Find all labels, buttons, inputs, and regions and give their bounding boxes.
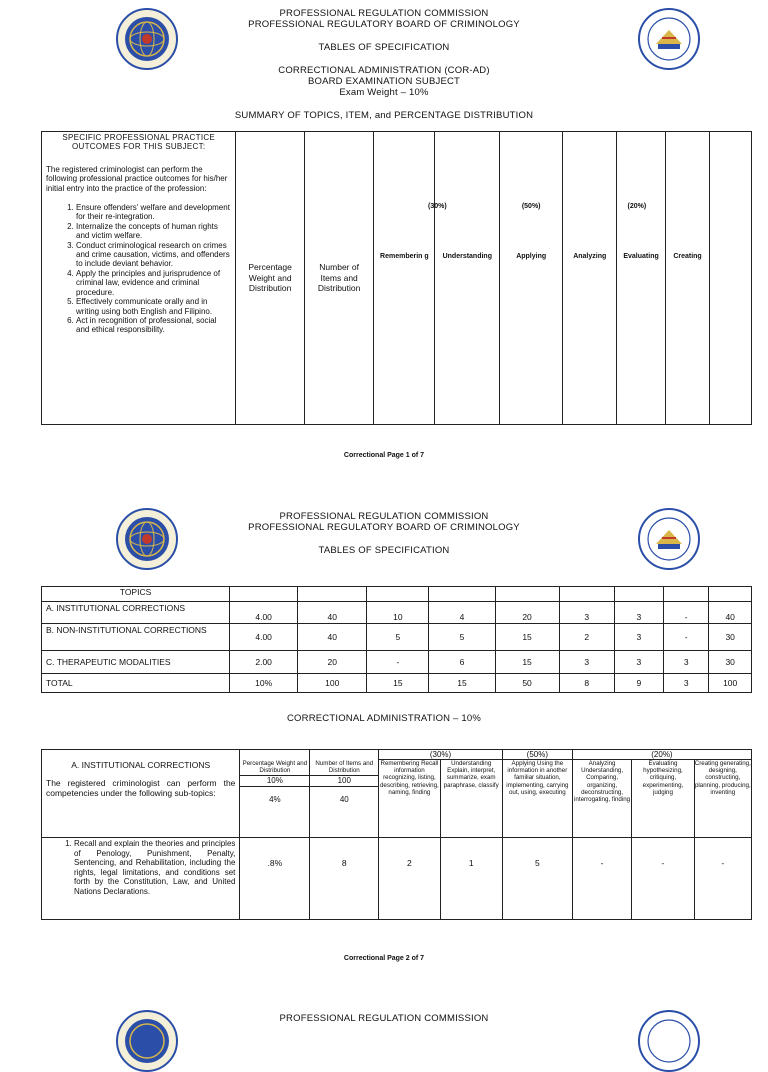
level-analyzing [563,132,617,425]
inst-pct-20: (20%) [572,750,751,760]
inst-intro: The registered criminologist can perform the competencies under the following sub-topics: [46,778,236,798]
level-creating [665,132,710,425]
topics-summary-table [41,586,752,693]
inst-title: A. INSTITUTIONAL CORRECTIONS [71,760,211,770]
level-analyzing-label: Analyzing [573,253,607,260]
level-remembering-label: Rememberin g [380,253,429,260]
table-row: 1. Recall and explain the theories and principles of Penology, Punishment, Penalty, Sentencing, and Rehabilitation, including the rights, legal limitations, and conditions set forth by the Constitution, Law, and United Nations Declarations. .8% 8 2 1 5 - - - [42,838,752,920]
level-understanding [428,132,500,425]
inst-items-cell: Number of Items and Distribution 100 40 [310,750,379,838]
level-understanding-label: Understanding [442,253,492,260]
outcomes-table [41,131,752,425]
level-applying-label: Applying [516,253,547,260]
topics-header: TOPICS [42,587,230,602]
document-title: TABLES OF SPECIFICATION [318,42,450,53]
total-column-head [710,132,752,425]
level-evaluating-label: Evaluating [623,253,659,260]
inst-creating-head: Creating generating, designing, constructing, planning, producing, inventing [694,760,751,838]
outcome-item: 1. Ensure offenders' welfare and development for their re-integration. [76,203,231,222]
subject-name: CORRECTIONAL ADMINISTRATION (COR-AD) [278,65,490,76]
table-row: A. INSTITUTIONAL CORRECTIONS 4.00 40 10 4 20 3 3 - 40 [42,602,752,624]
inst-understanding-head: Understanding Explain, interpret, summarize, exam paraphrase, classify [440,760,502,838]
section-title: CORRECTIONAL ADMINISTRATION – 10% [287,713,481,724]
inst-applying-head: Applying Using the information in another familiar situation, implementing, carrying out, using, executing [502,760,572,838]
level-applying [500,132,563,425]
table-row: B. NON-INSTITUTIONAL CORRECTIONS 4.00 40 5 5 15 2 3 - 30 [42,624,752,651]
outcomes-intro: The registered criminologist can perform the following professional practice outcomes for his/her initial entry into the practice of the profession: [46,164,228,193]
table-row: C. THERAPEUTIC MODALITIES 2.00 20 - 6 15 3 3 3 30 [42,651,752,674]
items-column-head: Number of Items and Distribution [304,132,374,425]
outcome-item: 3. Conduct criminological research on crimes and crime causation, victims, and offenders to include deviant behavior. [76,241,231,269]
level-evaluating [617,132,665,425]
inst-evaluating-head: Evaluating hypothesizing, critiquing, experimenting, judging [632,760,694,838]
commission-name: PROFESSIONAL REGULATION COMMISSION [279,511,489,522]
subject-type: BOARD EXAMINATION SUBJECT [307,76,461,87]
inst-remembering-head: Remembering Recall information recognizing, listing, describing, retrieving, naming, finding [379,760,440,838]
level-remembering [374,132,435,425]
summary-title: SUMMARY OF TOPICS, ITEM, and PERCENTAGE DISTRIBUTION [234,110,534,121]
institutional-corrections-table [41,749,752,920]
outcome-item: 2. Internalize the concepts of human rights and victim welfare. [76,222,231,241]
board-name: PROFESSIONAL REGULATORY BOARD OF CRIMINOLOGY [248,19,520,30]
commission-name: PROFESSIONAL REGULATION COMMISSION [279,1013,489,1024]
page-1-footer: Correctional Page 1 of 7 [343,452,425,459]
inst-item-1-text: 1. Recall and explain the theories and principles of Penology, Punishment, Penalty, Sentencing, and Rehabilitation, including the rights, legal limitations, and conditions set forth by the Constitution, Law, and United Nations Declarations. [42,838,240,920]
percentage-column-head: Percentage Weight and Distribution [236,132,304,425]
page-2-footer: Correctional Page 2 of 7 [343,955,425,962]
outcomes-title: SPECIFIC PROFESSIONAL PRACTICE OUTCOMES FOR THIS SUBJECT: [62,133,216,152]
inst-analyzing-head: Analyzing Understanding, Comparing, organizing, deconstructing, interrogating, finding [572,760,631,838]
board-name: PROFESSIONAL REGULATORY BOARD OF CRIMINOLOGY [248,522,520,533]
inst-topic-cell [42,750,240,838]
inst-pct-30: (30%) [379,750,503,760]
outcome-item: 4. Apply the principles and jurisprudence of criminal law, evidence and criminal procedure. [76,269,231,297]
outcomes-list [46,203,231,335]
outcome-item: 5. Effectively communicate orally and in writing using both English and Filipino. [76,297,231,316]
pct-50-label: (50%) [521,203,541,210]
commission-name: PROFESSIONAL REGULATION COMMISSION [279,8,489,19]
level-creating-label: Creating [673,253,702,260]
inst-pct-50: (50%) [502,750,572,760]
pct-30-label: (30%) [428,203,447,210]
table-row: TOTAL 10% 100 15 15 50 8 9 3 100 [42,674,752,693]
pct-20-label: (20%) [627,203,647,210]
outcome-item: 6. Act in recognition of professional, social and ethical responsibility. [76,316,231,335]
document-title: TABLES OF SPECIFICATION [318,545,450,556]
outcomes-cell [42,132,236,425]
exam-weight: Exam Weight – 10% [339,87,429,98]
inst-pct-cell: Percentage Weight and Distribution 10% 4% [240,750,310,838]
